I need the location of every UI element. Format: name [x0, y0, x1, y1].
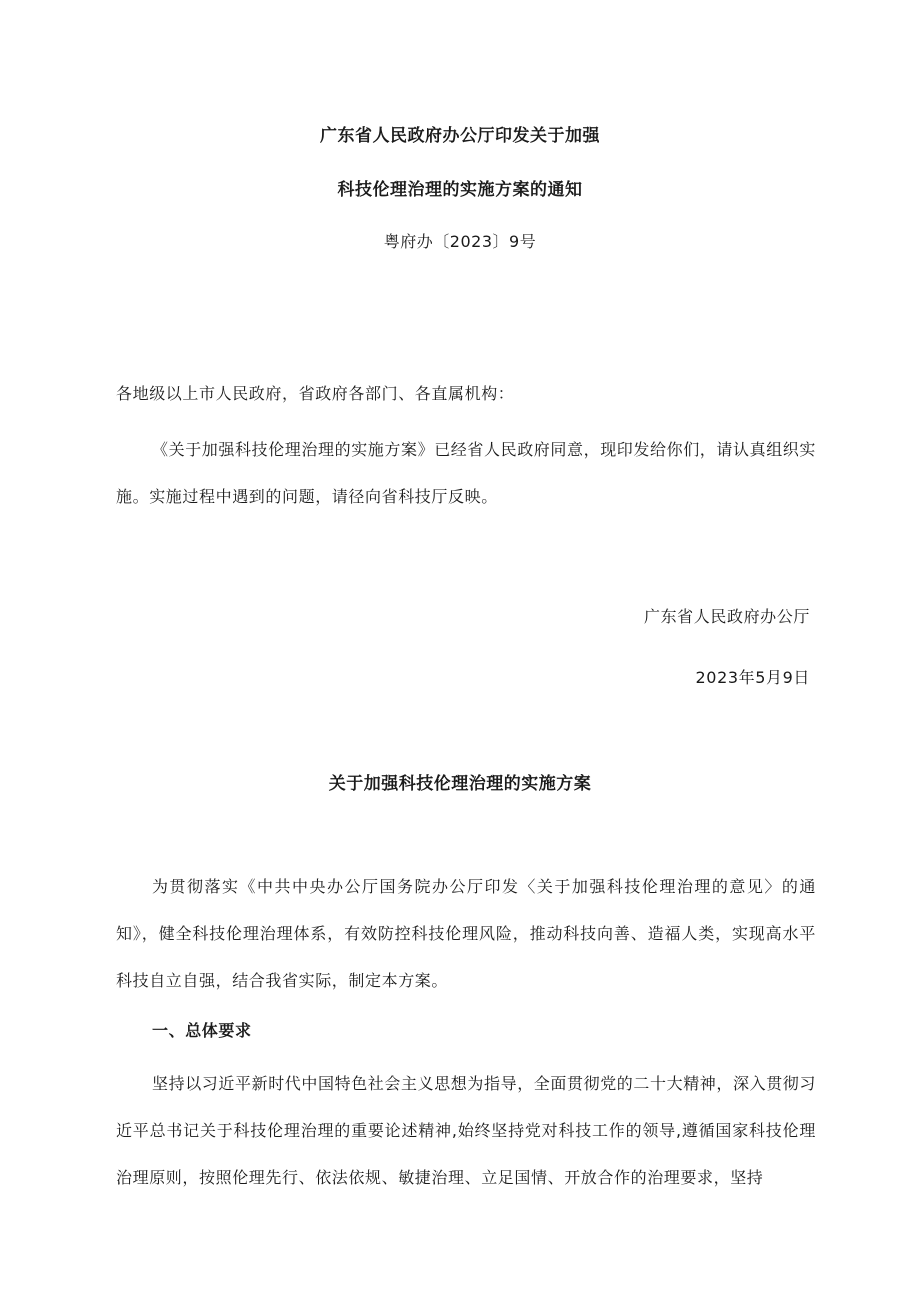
- addressee: 各地级以上市人民政府，省政府各部门、各直属机构：: [116, 384, 515, 403]
- plan-intro-paragraph: 为贯彻落实《中共中央办公厅国务院办公厅印发〈关于加强科技伦理治理的意见〉的通知》，健全科技伦理治理体系，有效防控科技伦理风险，推动科技向善、造福人类，实现高水平科技自立自强，结合我省实际，制定本方案。: [116, 877, 816, 990]
- document-number: 粤府办〔2023〕9号: [383, 232, 537, 251]
- issue-date: 2023年5月9日: [695, 668, 810, 687]
- notice-body-paragraph: 《关于加强科技伦理治理的实施方案》已经省人民政府同意，现印发给你们，请认真组织实施。实施过程中遇到的问题，请径向省科技厅反映。: [116, 440, 817, 506]
- notice-title-line-2: 科技伦理治理的实施方案的通知: [337, 180, 583, 200]
- issuer-signature: 广东省人民政府办公厅: [643, 607, 810, 626]
- section-heading-general-requirements: 一、总体要求: [152, 1021, 252, 1040]
- notice-title-line-1: 广东省人民政府办公厅印发关于加强: [320, 126, 600, 146]
- plan-title: 关于加强科技伦理治理的实施方案: [328, 774, 592, 794]
- section-1-paragraph: 坚持以习近平新时代中国特色社会主义思想为指导，全面贯彻党的二十大精神，深入贯彻习近平总书记关于科技伦理治理的重要论述精神,始终坚持党对科技工作的领导,遵循国家科技伦理治理原则，按照伦理先行、依法依规、敏捷治理、立足国情、开放合作的治理要求，坚持: [116, 1074, 817, 1187]
